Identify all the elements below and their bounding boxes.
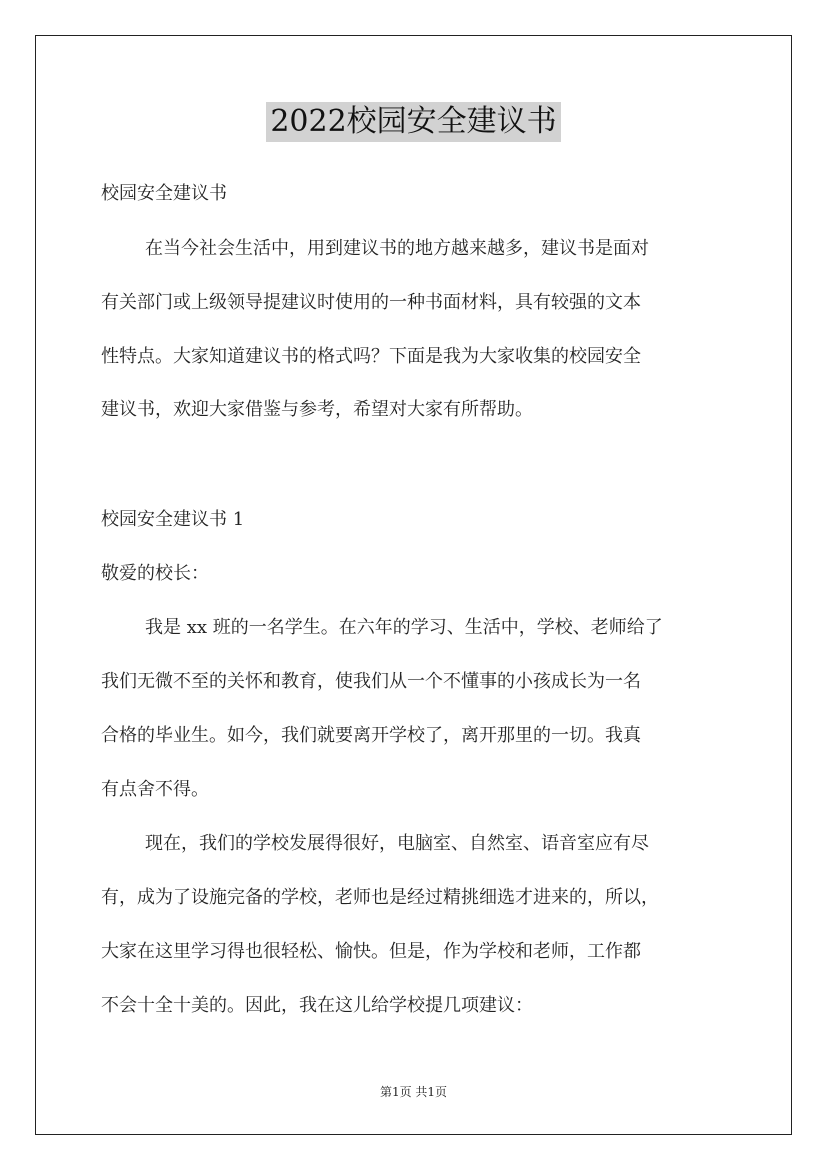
intro-line: 建议书，欢迎大家借鉴与参考，希望对大家有所帮助。 [101,399,533,420]
intro-line: 性特点。大家知道建议书的格式吗？下面是我为大家收集的校园安全 [101,346,641,367]
paragraph-line: 不会十全十美的。因此，我在这儿给学校提几项建议： [101,995,533,1016]
section-heading: 校园安全建议书 1 [101,509,245,530]
paragraph-line: 有，成为了设施完备的学校，老师也是经过精挑细选才进来的，所以， [101,887,659,908]
document-title: 2022校园安全建议书 [266,102,560,142]
title-container [0,102,827,142]
paragraph-line: 我们无微不至的关怀和教育，使我们从一个不懂事的小孩成长为一名 [101,671,641,692]
page-footer: 第1页 共1页 [379,1085,448,1099]
paragraph-line: 大家在这里学习得也很轻松、愉快。但是，作为学校和老师，工作都 [101,941,641,962]
paragraph-line: 有点舍不得。 [101,779,209,800]
paragraph-line: 合格的毕业生。如今，我们就要离开学校了，离开那里的一切。我真 [101,725,641,746]
intro-line: 有关部门或上级领导提建议时使用的一种书面材料，具有较强的文本 [101,292,641,313]
paragraph-line: 我是 xx 班的一名学生。在六年的学习、生活中，学校、老师给了 [145,617,663,638]
intro-line: 在当今社会生活中，用到建议书的地方越来越多，建议书是面对 [145,238,649,259]
salutation: 敬爱的校长： [101,563,209,584]
paragraph-line: 现在，我们的学校发展得很好，电脑室、自然室、语音室应有尽 [145,833,649,854]
document-subtitle: 校园安全建议书 [101,183,227,204]
